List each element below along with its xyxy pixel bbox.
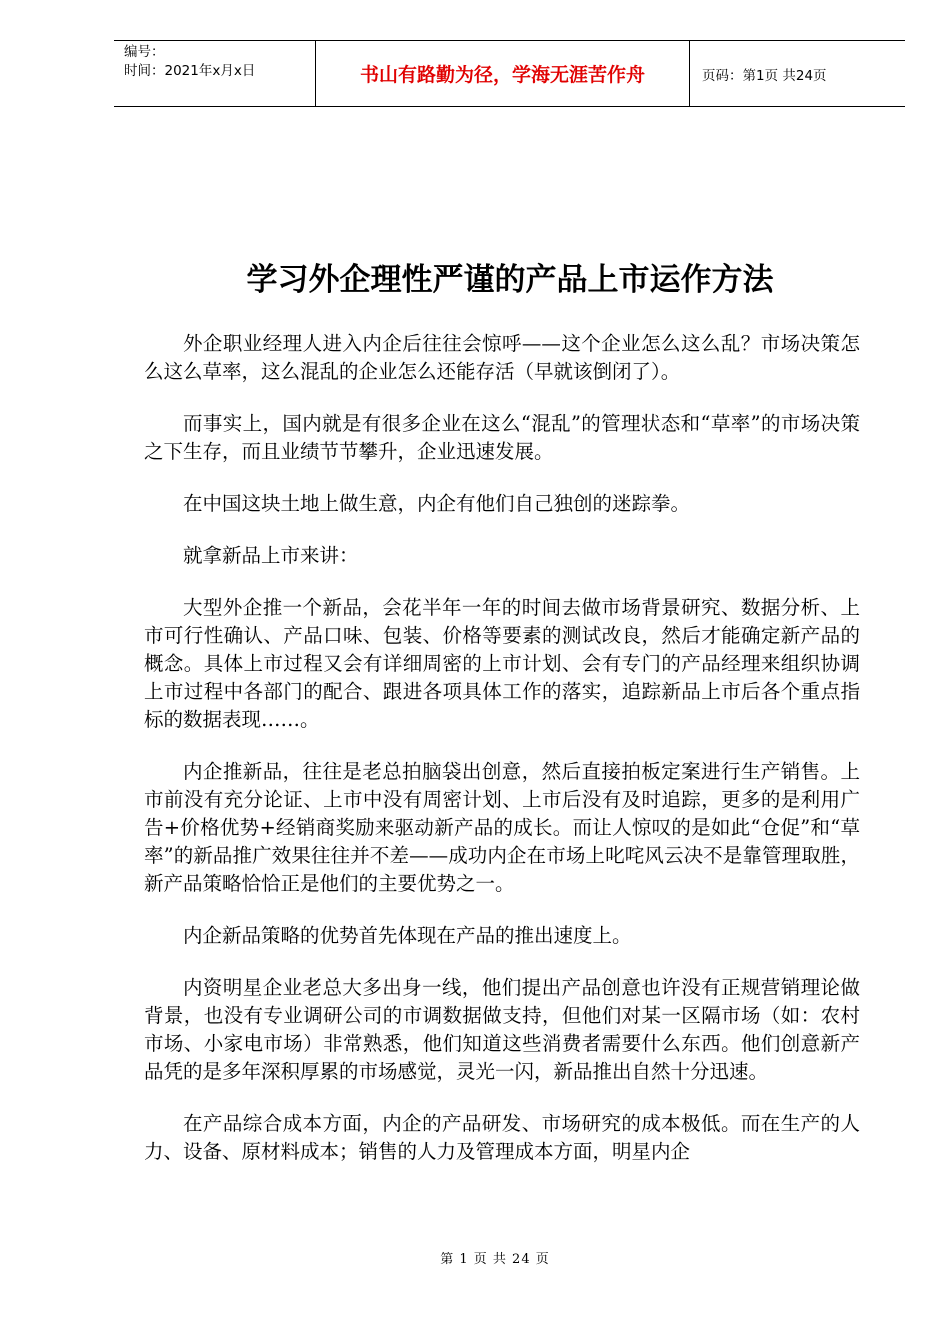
header-page-info: 页码：第1页 共24页 [702,67,827,84]
paragraph: 内资明星企业老总大多出身一线，他们提出产品创意也许没有正规营销理论做背景，也没有专业调研公司的市调数据做支持，但他们对某一区隔市场（如：农村市场、小家电市场）非常熟悉，他们知道这些消费者需要什么东西。他们创意新产品凭的是多年深积厚累的市场感觉，灵光一闪，新品推出自然十分迅速。 [144,976,860,1083]
document-body [144,330,860,1190]
paragraph: 内企推新品，往往是老总拍脑袋出创意，然后直接拍板定案进行生产销售。上市前没有充分论证、上市中没有周密计划、上市后没有及时追踪，更多的是利用广告+价格优势+经销商奖励来驱动新产品的成长。而让人惊叹的是如此“仓促”和“草率”的新品推广效果往往并不差——成功内企在市场上叱咤风云决不是靠管理取胜，新产品策略恰恰正是他们的主要优势之一。 [144,760,860,895]
page-footer: 第 1 页 共 24 页 [440,1252,550,1267]
document-title: 学习外企理性严谨的产品上市运作方法 [246,262,774,298]
paragraph: 就拿新品上市来讲： [183,544,359,567]
header-motto: 书山有路勤为径，学海无涯苦作舟 [359,64,645,86]
paragraph: 大型外企推一个新品，会花半年一年的时间去做市场背景研究、数据分析、上市可行性确认、产品口味、包装、价格等要素的测试改良，然后才能确定新产品的概念。具体上市过程又会有详细周密的上市计划、会有专门的产品经理来组织协调上市过程中各部门的配合、跟进各项具体工作的落实，追踪新品上市后各个重点指标的数据表现……。 [144,596,860,731]
paragraph: 在产品综合成本方面，内企的产品研发、市场研究的成本极低。而在生产的人力、设备、原材料成本；销售的人力及管理成本方面，明星内企 [144,1112,860,1163]
document-time-label: 时间：2021年x月x日 [124,63,256,79]
paragraph: 而事实上，国内就是有很多企业在这么“混乱”的管理状态和“草率”的市场决策之下生存，而且业绩节节攀升，企业迅速发展。 [144,412,860,463]
document-number-label: 编号： [124,44,165,60]
header-page-cell [690,41,905,106]
paragraph: 在中国这块土地上做生意，内企有他们自己独创的迷踪拳。 [183,492,691,515]
paragraph: 外企职业经理人进入内企后往往会惊呼——这个企业怎么这么乱？市场决策怎么这么草率，这么混乱的企业怎么还能存活（早就该倒闭了）。 [144,332,860,383]
header-meta-cell [114,41,316,106]
header-table [114,40,905,107]
paragraph: 内企新品策略的优势首先体现在产品的推出速度上。 [183,924,632,947]
header-motto-cell [316,41,690,106]
